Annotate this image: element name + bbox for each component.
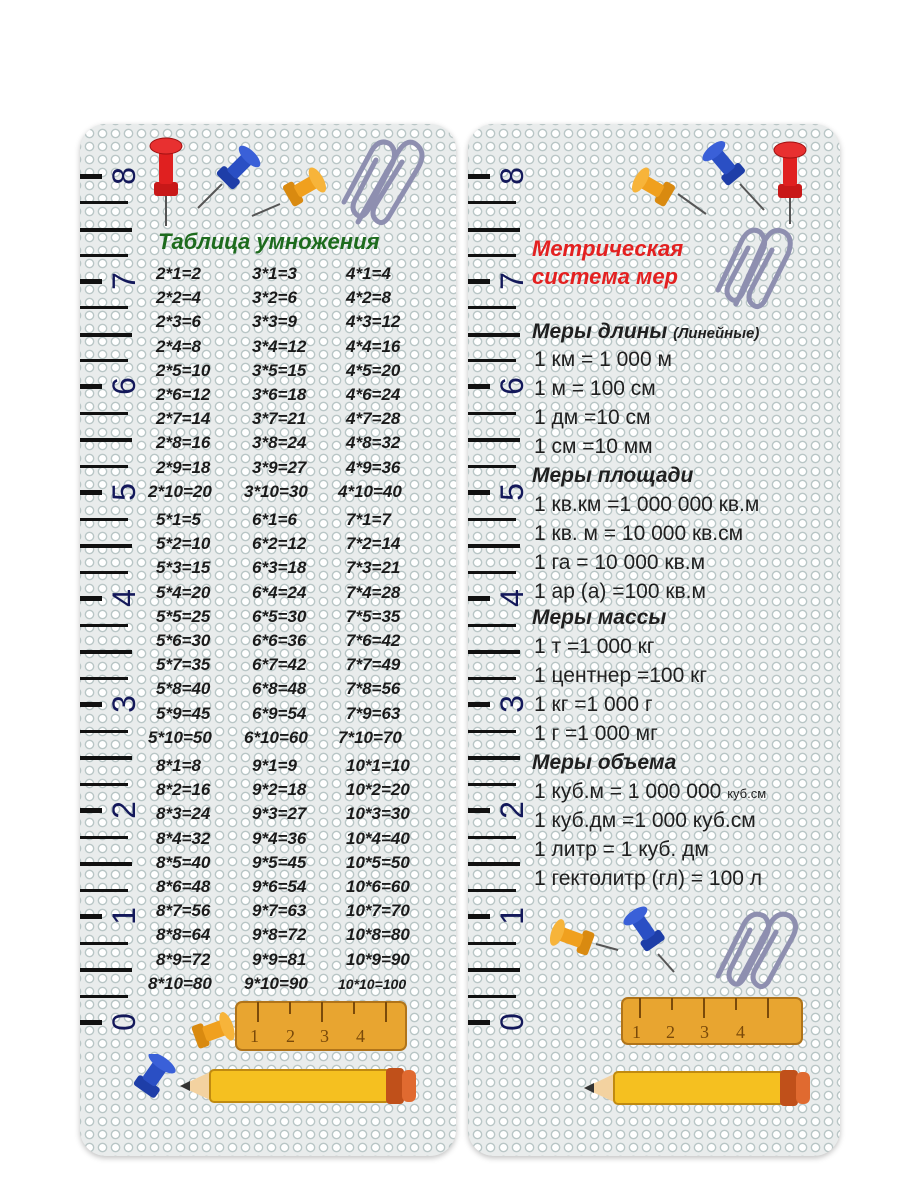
ruler-number: 0 [494,1013,530,1031]
ruler-number: 6 [494,377,530,395]
volume-line: 1 гектолитр (гл) = 100 л [534,867,763,890]
multiplication-fact: 5*5=25 [156,606,211,626]
multiplication-fact: 9*5=45 [252,852,307,872]
multiplication-fact: 9*9=81 [252,949,307,969]
ruler-minor-tick [80,333,132,337]
ruler-minor-tick [80,228,132,232]
multiplication-fact: 6*10=60 [244,727,308,747]
wooden-ruler-icon [618,996,808,1050]
multiplication-fact: 6*7=42 [252,655,307,675]
multiplication-fact: 2*3=6 [156,312,201,332]
mini-ruler-number: 4 [736,1022,745,1042]
ruler-minor-tick [80,730,128,733]
multiplication-fact: 3*4=12 [252,336,307,356]
ruler-number: 2 [494,801,530,819]
multiplication-fact: 3*5=15 [252,360,307,380]
volume-line-unit: куб.см [727,786,767,801]
multiplication-fact: 6*2=12 [252,534,307,554]
multiplication-fact: 2*1=2 [156,264,201,283]
multiplication-fact: 7*10=70 [338,727,402,747]
metric-title-line1: Метрическая [532,236,684,261]
multiplication-fact: 3*10=30 [244,481,308,501]
multiplication-fact: 4*5=20 [346,360,401,380]
multiplication-fact: 8*5=40 [156,852,211,872]
ruler-minor-tick [468,783,516,786]
multiplication-fact: 9*4=36 [252,828,307,848]
multiplication-title: Таблица умножения [158,229,380,254]
multiplication-fact: 2*10=20 [148,481,212,501]
mini-ruler-number: 3 [320,1026,329,1046]
multiplication-fact: 10*5=50 [346,852,410,872]
volume-line: 1 литр = 1 куб. дм [534,838,709,861]
ruler-number: 4 [106,589,142,607]
ruler-number: 6 [106,377,142,395]
area-heading: Меры площади [532,464,694,487]
ruler-minor-tick [80,968,132,972]
ruler-minor-tick [468,359,516,362]
multiplication-fact: 7*8=56 [346,679,401,699]
ruler-major-tick [80,914,102,919]
multiplication-fact: 3*7=21 [252,409,307,429]
multiplication-fact: 2*5=10 [156,360,211,380]
ruler-major-tick [80,1020,102,1025]
pushpins-and-paperclip-group [538,900,818,992]
ruler-minor-tick [80,544,132,548]
multiplication-fact: 5*9=45 [156,703,211,723]
multiplication-fact: 8*1=8 [156,756,201,775]
ruler-minor-tick [80,783,128,786]
ruler-minor-tick [80,836,128,839]
ruler-major-tick [80,808,102,813]
ruler-major-tick [468,1020,490,1025]
ruler-minor-tick [80,359,128,362]
pencil-icon [580,1064,820,1112]
multiplication-fact: 4*6=24 [346,385,401,404]
ruler-minor-tick [468,518,516,521]
multiplication-fact: 9*10=90 [244,973,308,993]
ruler-minor-tick [80,889,128,892]
red-pushpin-icon [148,136,184,228]
metric-system-bookmark [468,124,840,1156]
multiplication-fact: 3*2=6 [252,288,297,308]
multiplication-fact: 4*4=16 [346,336,401,356]
multiplication-fact: 3*8=24 [252,433,307,453]
ruler-minor-tick [468,228,520,232]
mini-ruler-number: 1 [632,1022,641,1042]
multiplication-fact: 5*2=10 [156,534,211,554]
ruler-number: 1 [494,907,530,925]
ruler-minor-tick [80,518,128,521]
multiplication-fact: 5*10=50 [148,727,212,747]
multiplication-fact: 5*3=15 [156,558,211,578]
multiplication-fact: 7*6=42 [346,631,401,650]
multiplication-fact: 7*9=63 [346,703,401,723]
ruler-major-tick [80,384,102,389]
multiplication-fact: 7*4=28 [346,582,401,602]
length-line: 1 км = 1 000 м [534,348,672,371]
multiplication-fact: 8*10=80 [148,973,212,993]
multiplication-fact: 4*1=4 [346,264,391,283]
multiplication-fact: 10*4=40 [346,828,410,848]
multiplication-fact: 8*2=16 [156,780,211,800]
ruler-minor-tick [80,624,128,627]
ruler-major-tick [468,808,490,813]
multiplication-fact: 8*9=72 [156,949,211,969]
multiplication-fact: 8*7=56 [156,901,211,921]
length-line: 1 м = 100 см [534,377,656,400]
volume-line: 1 куб.дм =1 000 куб.см [534,809,756,832]
ruler-minor-tick [468,730,516,733]
ruler-major-tick [468,914,490,919]
ruler-minor-tick [468,412,516,415]
multiplication-fact: 2*8=16 [156,433,211,453]
ruler-minor-tick [80,650,132,654]
ruler-minor-tick [80,201,128,204]
mass-heading: Меры массы [532,606,667,629]
ruler-minor-tick [468,650,520,654]
multiplication-fact: 2*4=8 [156,336,201,356]
multiplication-fact: 5*4=20 [156,582,211,602]
ruler-minor-tick [80,306,128,309]
multiplication-fact: 2*2=4 [156,288,201,308]
ruler-major-tick [468,596,490,601]
mini-ruler-number: 3 [700,1022,709,1042]
multiplication-fact: 10*7=70 [346,901,410,921]
multiplication-fact: 8*3=24 [156,804,211,824]
multiplication-fact: 10*2=20 [346,780,410,800]
ruler-minor-tick [468,862,520,866]
multiplication-fact: 6*5=30 [252,606,307,626]
multiplication-fact: 8*8=64 [156,925,211,945]
multiplication-fact: 7*2=14 [346,534,401,554]
multiplication-fact: 10*3=30 [346,804,410,824]
ruler-minor-tick [468,995,516,998]
area-line: 1 кв.км =1 000 000 кв.м [534,493,760,516]
ruler-major-tick [80,279,102,284]
multiplication-fact: 5*1=5 [156,510,201,529]
ruler-major-tick [468,490,490,495]
multiplication-fact: 6*1=6 [252,510,297,529]
ruler-minor-tick [80,438,132,442]
multiplication-fact: 7*7=49 [346,655,401,675]
multiplication-fact: 10*10=100 [338,975,407,992]
multiplication-fact: 6*9=54 [252,703,307,723]
multiplication-fact: 3*1=3 [252,264,297,283]
multiplication-fact: 9*2=18 [252,780,307,800]
multiplication-fact: 6*4=24 [252,582,307,602]
multiplication-fact: 7*3=21 [346,558,401,578]
multiplication-fact: 5*8=40 [156,679,211,699]
area-line: 1 ар (а) =100 кв.м [534,580,706,603]
ruler-minor-tick [80,942,128,945]
ruler-number: 7 [494,272,530,290]
ruler-minor-tick [468,544,520,548]
ruler-number: 3 [106,695,142,713]
multiplication-fact: 3*9=27 [252,457,307,477]
ruler-minor-tick [468,889,516,892]
ruler-minor-tick [468,624,516,627]
length-line: 1 дм =10 см [534,406,651,429]
multiplication-fact: 9*3=27 [252,804,307,824]
multiplication-fact: 4*3=12 [346,312,401,332]
multiplication-fact: 4*8=32 [346,433,401,453]
mini-ruler-number: 1 [250,1026,259,1046]
multiplication-fact: 8*4=32 [156,828,211,848]
ruler-minor-tick [80,995,128,998]
ruler-major-tick [468,174,490,179]
metric-title-line2: система мер [532,264,678,289]
multiplication-fact: 9*8=72 [252,925,307,945]
multiplication-fact: 4*9=36 [346,457,401,477]
ruler-minor-tick [468,201,516,204]
volume-line [534,780,766,804]
mini-ruler-number: 4 [356,1026,365,1046]
multiplication-fact: 9*7=63 [252,901,307,921]
multiplication-fact: 5*6=30 [156,631,211,650]
ruler-major-tick [468,702,490,707]
ruler-minor-tick [468,254,516,257]
multiplication-fact: 3*6=18 [252,385,307,404]
ruler-major-tick [80,490,102,495]
multiplication-fact: 2*7=14 [156,409,211,429]
length-line: 1 см =10 мм [534,435,653,458]
ruler-minor-tick [80,756,132,760]
ruler-minor-tick [468,756,520,760]
pencil-icon [110,1054,426,1118]
ruler-major-tick [80,702,102,707]
ruler-number: 5 [494,483,530,501]
ruler-number: 2 [106,801,142,819]
multiplication-fact: 2*6=12 [156,385,211,404]
ruler-minor-tick [468,968,520,972]
ruler-minor-tick [80,862,132,866]
length-heading-text: Меры длины [532,320,668,343]
mini-ruler-number: 2 [286,1026,295,1046]
ruler-minor-tick [468,306,516,309]
ruler-number: 4 [494,589,530,607]
multiplication-fact: 6*3=18 [252,558,307,578]
ruler-minor-tick [468,836,516,839]
multiplication-fact: 4*2=8 [346,288,391,308]
multiplication-fact: 7*5=35 [346,606,401,626]
multiplication-fact: 4*7=28 [346,409,401,429]
orange-pushpin-icon [628,164,708,220]
length-heading-note: (Линейные) [673,325,760,342]
ruler-number: 0 [106,1013,142,1031]
multiplication-fact: 9*1=9 [252,756,297,775]
multiplication-fact: 7*1=7 [346,510,391,529]
length-heading [532,320,759,344]
area-line: 1 га = 10 000 кв.м [534,551,706,574]
paperclip-icon [712,218,808,312]
multiplication-fact: 4*10=40 [338,481,402,501]
wooden-ruler-icon [160,1000,416,1056]
multiplication-fact: 10*8=80 [346,925,410,945]
multiplication-fact: 2*9=18 [156,457,211,477]
ruler-minor-tick [80,412,128,415]
ruler-major-tick [80,596,102,601]
ruler-number: 3 [494,695,530,713]
ruler-minor-tick [468,942,516,945]
multiplication-fact: 6*6=36 [252,631,307,650]
multiplication-fact: 9*6=54 [252,877,307,896]
ruler-minor-tick [468,571,516,574]
mass-line: 1 центнер =100 кг [534,664,707,687]
ruler-number: 8 [106,167,142,185]
paperclip-icon [338,132,434,232]
multiplication-fact: 6*8=48 [252,679,307,699]
ruler-minor-tick [468,465,516,468]
ruler-minor-tick [468,333,520,337]
multiplication-fact: 10*1=10 [346,756,410,775]
multiplication-bookmark [80,124,456,1156]
ruler-major-tick [468,384,490,389]
mini-ruler-number: 2 [666,1022,675,1042]
ruler-minor-tick [80,677,128,680]
multiplication-fact: 10*9=90 [346,949,410,969]
mass-line: 1 г =1 000 мг [534,722,658,745]
ruler-number: 5 [106,483,142,501]
mass-line: 1 т =1 000 кг [534,635,655,658]
ruler-major-tick [468,279,490,284]
multiplication-fact: 8*6=48 [156,877,211,896]
mass-line: 1 кг =1 000 г [534,693,653,716]
volume-heading: Меры объема [532,751,677,774]
ruler-minor-tick [80,465,128,468]
ruler-minor-tick [468,438,520,442]
ruler-number: 1 [106,907,142,925]
ruler-minor-tick [468,677,516,680]
ruler-number: 8 [494,167,530,185]
multiplication-fact: 10*6=60 [346,877,410,896]
volume-line-main: 1 куб.м = 1 000 000 [534,780,722,803]
multiplication-fact: 3*3=9 [252,312,297,332]
red-pushpin-icon [772,140,808,226]
blue-pushpin-icon [700,140,770,214]
ruler-minor-tick [80,571,128,574]
ruler-major-tick [80,174,102,179]
multiplication-fact: 5*7=35 [156,655,211,675]
area-line: 1 кв. м = 10 000 кв.см [534,522,744,545]
orange-pushpin-icon [250,164,330,220]
ruler-minor-tick [80,254,128,257]
ruler-number: 7 [106,272,142,290]
